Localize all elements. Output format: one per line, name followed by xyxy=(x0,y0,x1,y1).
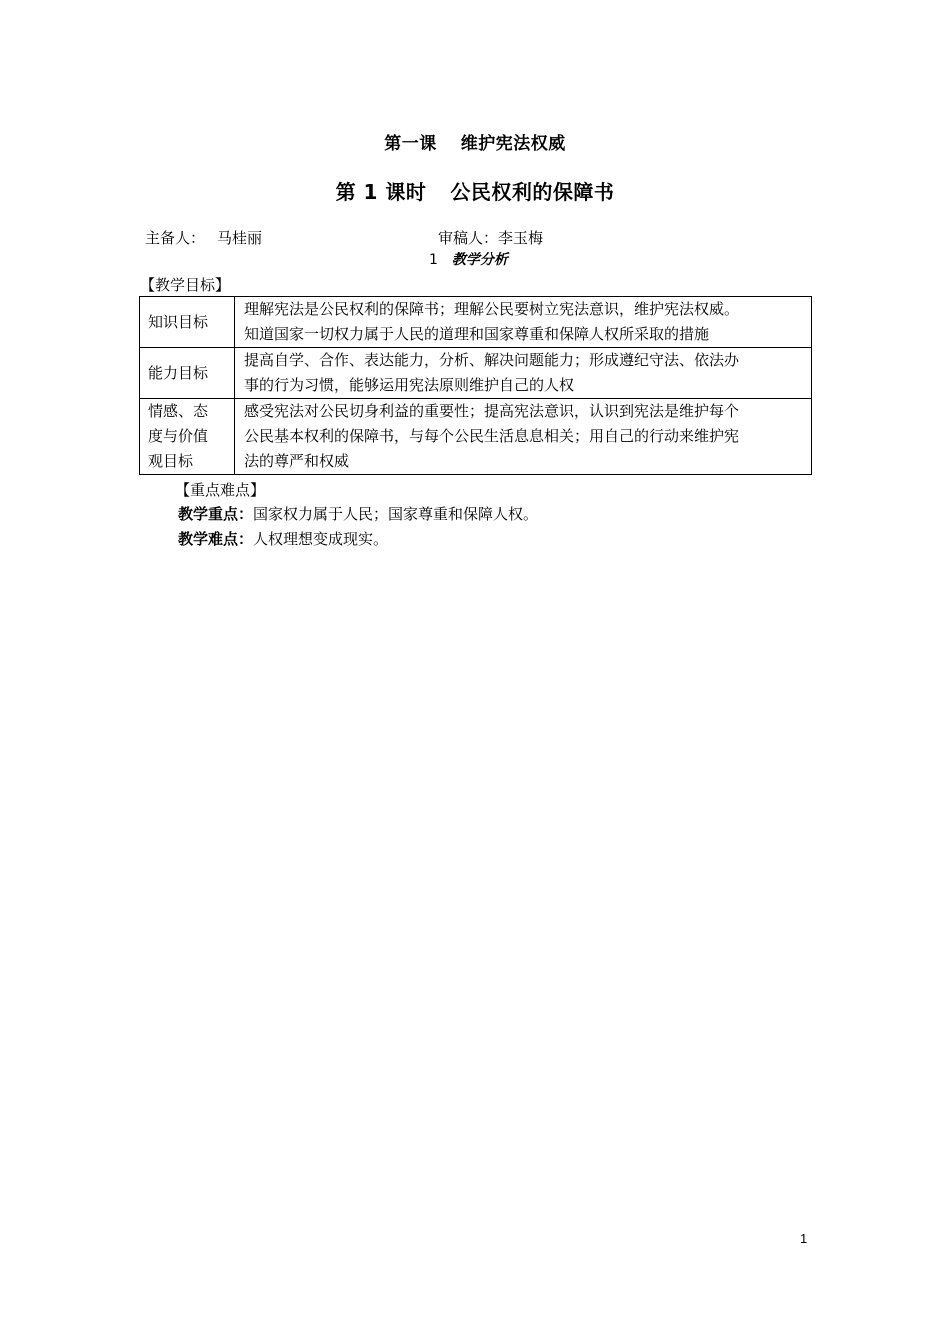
reviewer-name: 李玉梅 xyxy=(498,229,544,247)
teaching-difficulty xyxy=(178,528,388,549)
section-heading xyxy=(429,249,508,269)
content-line: 感受宪法对公民切身利益的重要性；提高宪法意识，认识到宪法是维护每个 xyxy=(244,402,740,420)
reviewer-line xyxy=(438,227,543,248)
page-number: 1 xyxy=(800,1231,808,1246)
lesson-title-number: 第一课 xyxy=(384,134,437,154)
row-label-values xyxy=(140,399,235,475)
table-row xyxy=(140,348,812,399)
content-line: 法的尊严和权威 xyxy=(244,452,350,470)
content-line: 事的行为习惯，能够运用宪法原则维护自己的人权 xyxy=(244,376,575,394)
difficulty-label: 教学难点： xyxy=(178,530,254,548)
section-title: 教学分析 xyxy=(451,252,508,268)
row-label-ability: 能力目标 xyxy=(140,348,235,399)
period-title-number: 第 1 课时 xyxy=(335,180,427,204)
content-line: 理解宪法是公民权利的保障书；理解公民要树立宪法意识，维护宪法权威。 xyxy=(244,300,740,318)
content-line: 知道国家一切权力属于人民的道理和国家尊重和保障人权所采取的措施 xyxy=(244,325,710,343)
label-line: 度与价值 xyxy=(148,427,209,445)
difficulty-text: 人权理想变成现实。 xyxy=(253,530,389,548)
label-line: 观目标 xyxy=(148,452,194,470)
objectives-table xyxy=(139,296,812,475)
label-line: 情感、态 xyxy=(148,402,209,420)
preparer-line xyxy=(145,227,262,248)
keypoints-heading: 【重点难点】 xyxy=(175,481,266,499)
preparer-label: 主备人： xyxy=(145,229,206,247)
section-number: 1 xyxy=(429,252,438,268)
objectives-heading: 【教学目标】 xyxy=(140,276,231,294)
reviewer-label: 审稿人： xyxy=(438,229,499,247)
preparer-name: 马桂丽 xyxy=(217,229,263,247)
content-line: 公民基本权利的保障书，与每个公民生活息息相关；用自己的行动来维护宪 xyxy=(244,427,740,445)
period-title-text: 公民权利的保障书 xyxy=(450,180,615,204)
teaching-focus xyxy=(178,503,538,524)
period-title xyxy=(0,176,950,205)
table-row xyxy=(140,399,812,475)
row-content-values xyxy=(235,399,812,475)
content-line: 提高自学、合作、表达能力，分析、解决问题能力；形成遵纪守法、依法办 xyxy=(244,351,740,369)
row-content-knowledge xyxy=(235,297,812,348)
focus-label: 教学重点： xyxy=(178,505,254,523)
row-content-ability xyxy=(235,348,812,399)
lesson-title xyxy=(0,129,950,154)
lesson-title-text: 维护宪法权威 xyxy=(460,134,566,154)
table-row xyxy=(140,297,812,348)
focus-text: 国家权力属于人民；国家尊重和保障人权。 xyxy=(253,505,539,523)
row-label-knowledge: 知识目标 xyxy=(140,297,235,348)
